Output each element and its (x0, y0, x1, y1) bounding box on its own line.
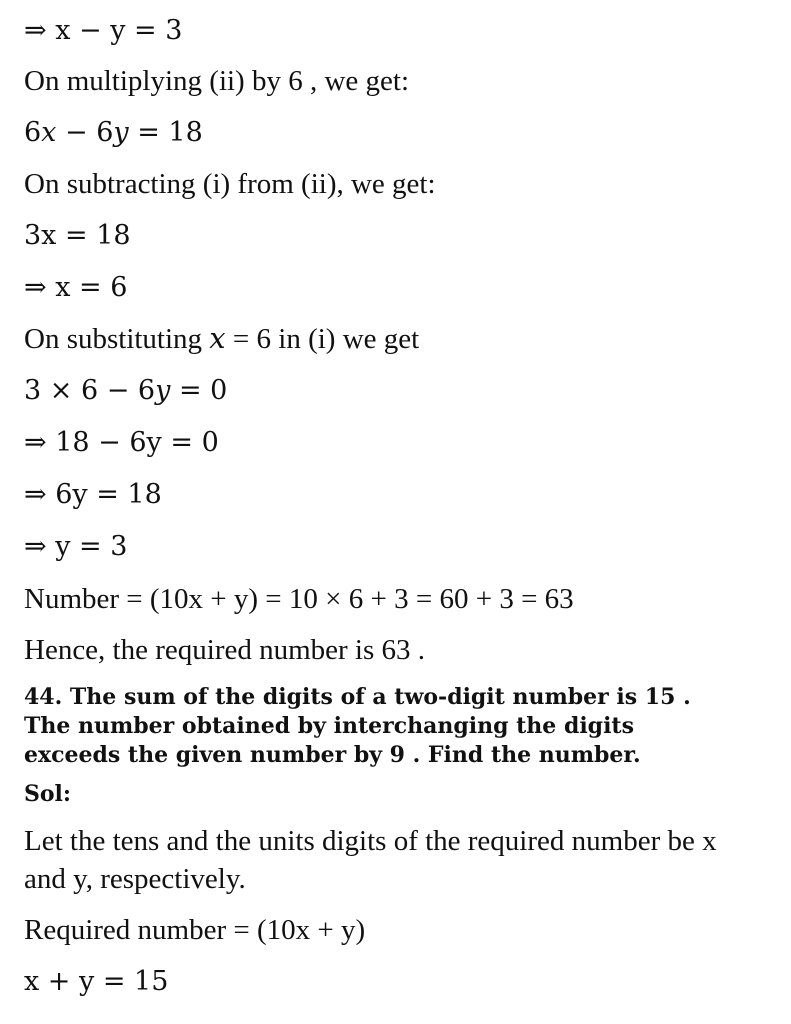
equation-substitution: 3 × 6 − 6𝑦 = 0 (24, 375, 228, 406)
equation-18-minus-6y: ⇒ 18 − 6y = 0 (24, 427, 219, 458)
question-44-line-2: The number obtained by interchanging the digits (24, 713, 634, 739)
equation-6x-minus-6y: 6𝑥 − 6𝑦 = 18 (24, 117, 203, 148)
equation-sum-digits: x + y = 15 (24, 966, 169, 997)
equation-6y: ⇒ 6y = 18 (24, 479, 162, 510)
solution-intro: Let the tens and the units digits of the required number be x and y, respectively. (24, 825, 717, 895)
equation-x-minus-y: ⇒ x − y = 3 (24, 15, 183, 46)
step-subtracting-text: On subtracting (i) from (ii), we get: (24, 168, 436, 200)
equation-y-equals: ⇒ y = 3 (24, 531, 128, 562)
conclusion-text: Hence, the required number is 63 . (24, 634, 426, 666)
question-44-line-1: 44. The sum of the digits of a two-digit number is 15 . (24, 684, 691, 710)
solution-label: Sol: (24, 781, 72, 807)
equation-required-number: Required number = (10x + y) (24, 914, 366, 946)
equation-x-equals: ⇒ x = 6 (24, 272, 128, 303)
step-substituting-text: On substituting 𝑥 = 6 in (i) we get (24, 323, 420, 355)
equation-3x: 3x = 18 (24, 220, 131, 251)
question-44-line-3: exceeds the given number by 9 . Find the number. (24, 742, 641, 768)
step-multiplying-text: On multiplying (ii) by 6 , we get: (24, 65, 410, 97)
equation-number: Number = (10x + y) = 10 × 6 + 3 = 60 + 3 = 63 (24, 583, 574, 615)
